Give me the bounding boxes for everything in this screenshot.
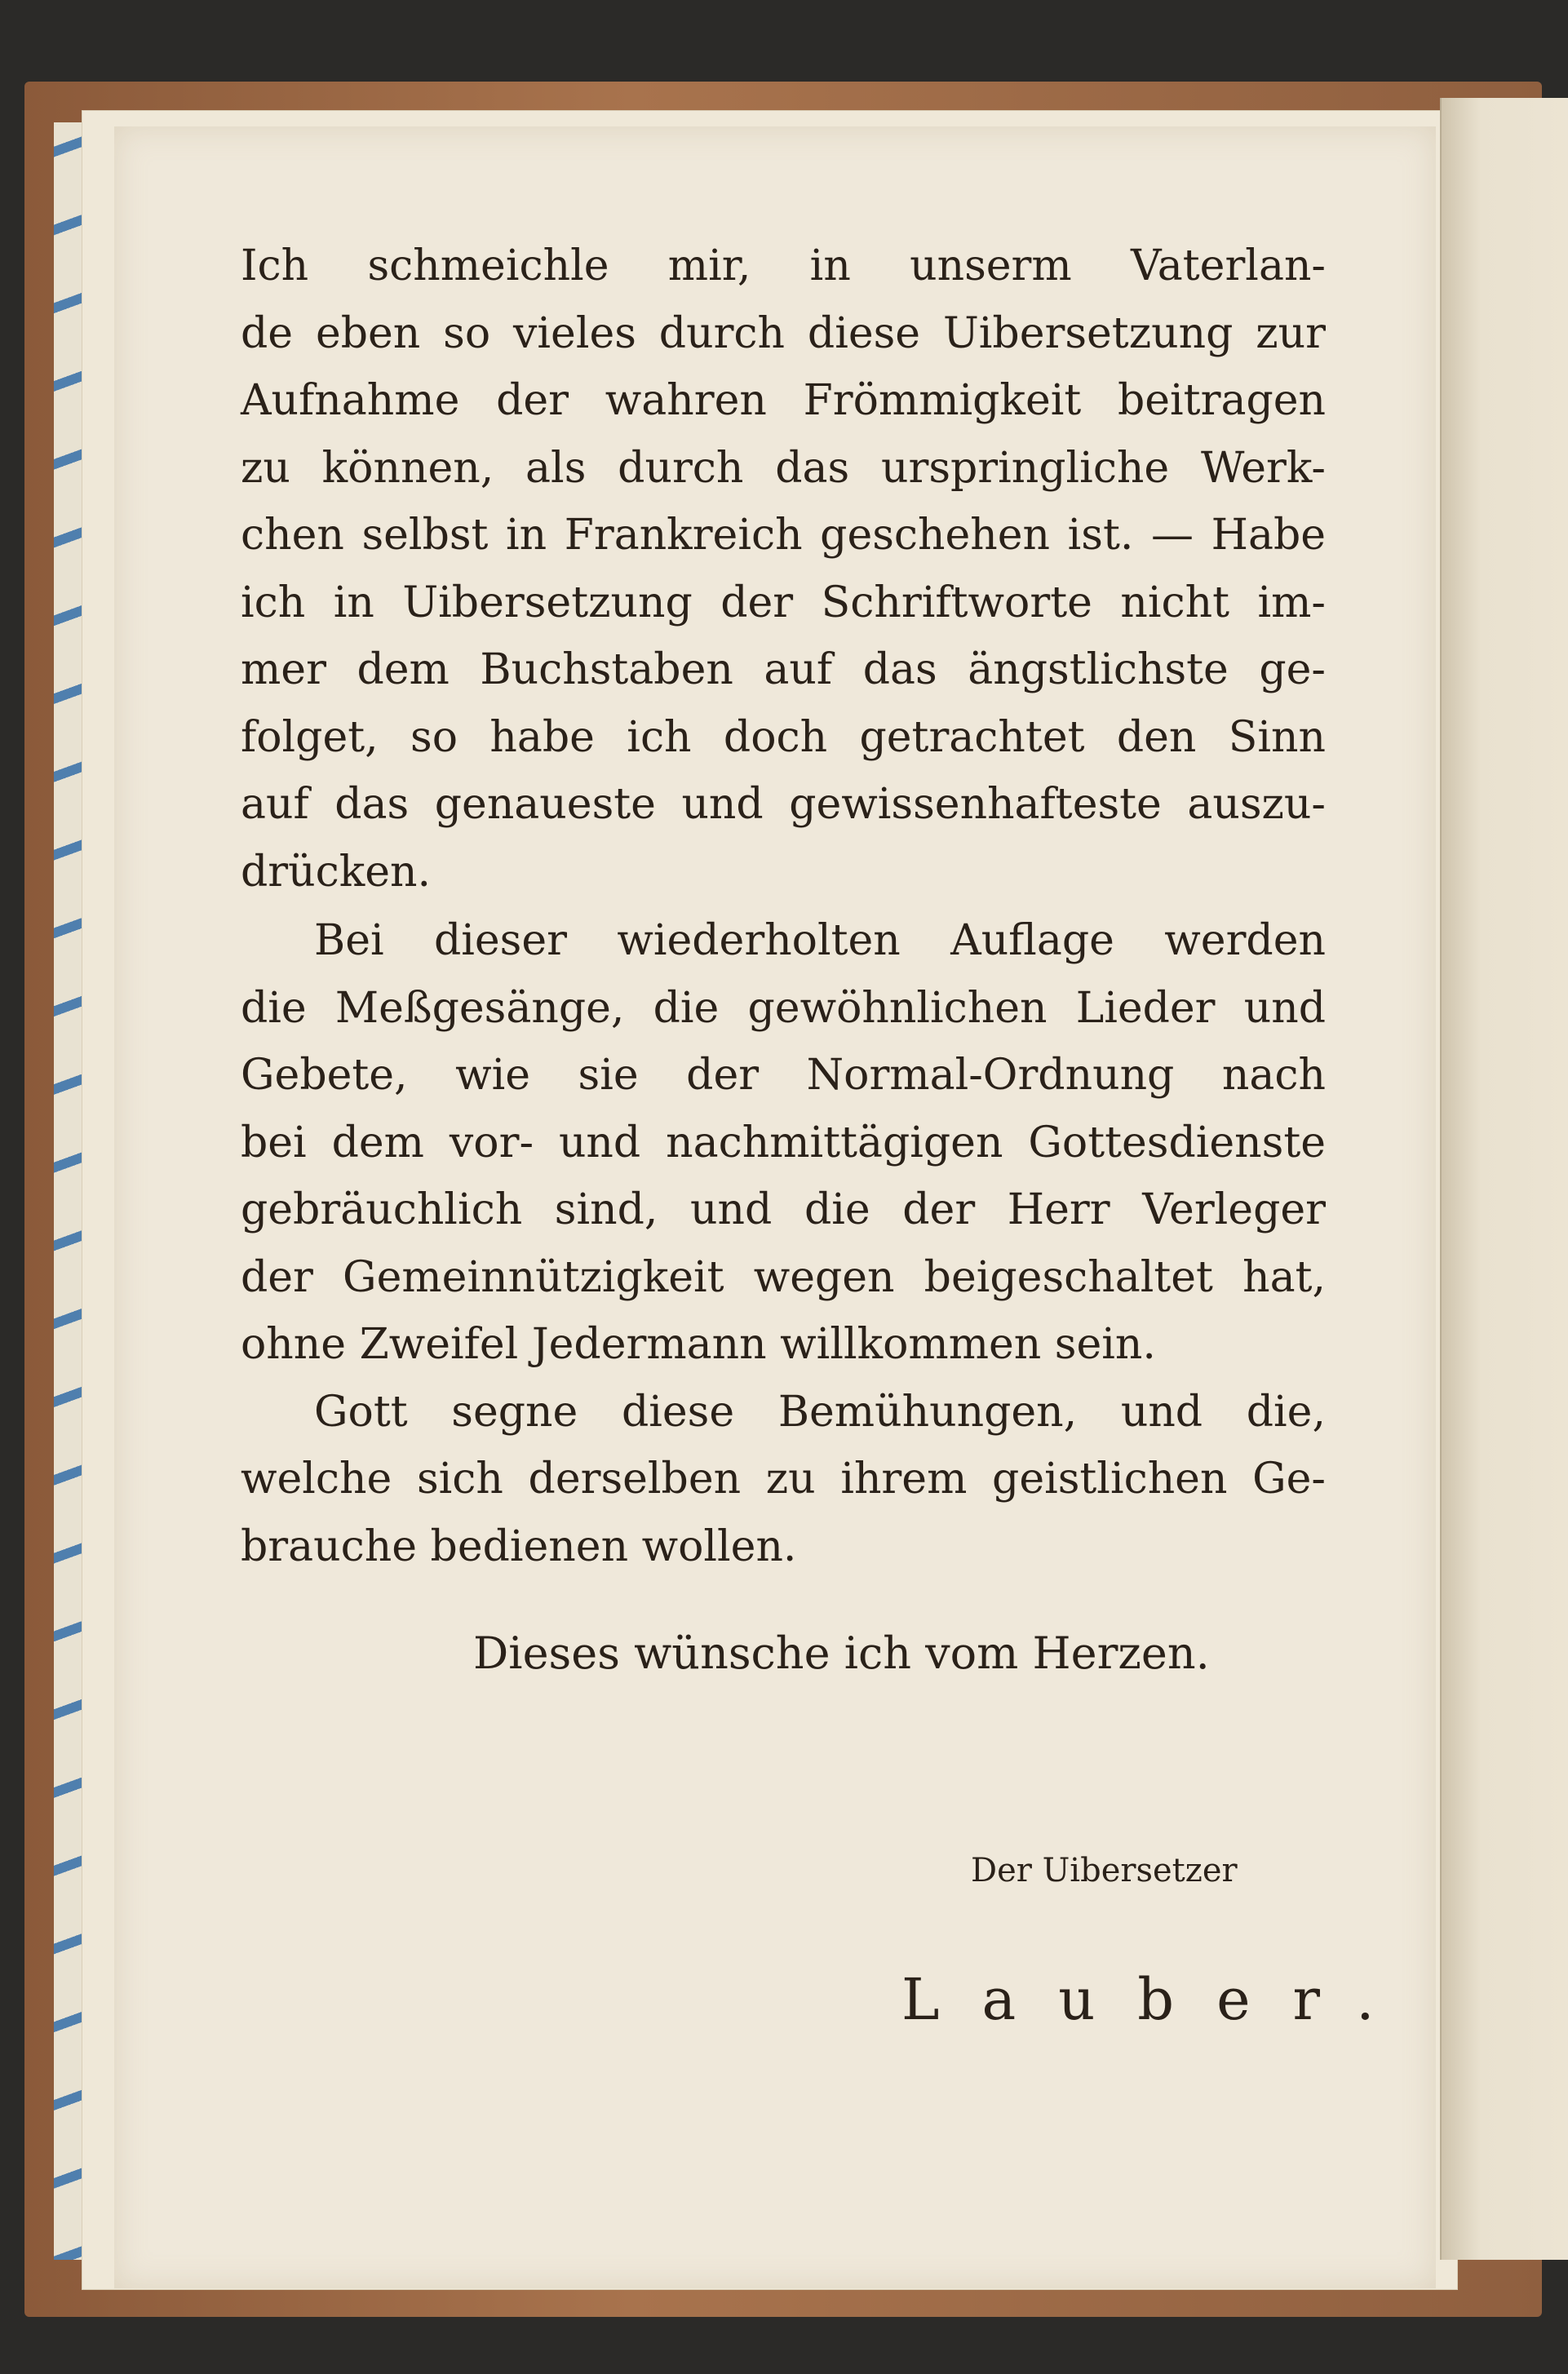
facing-page-edge	[1440, 98, 1568, 2260]
text-line: ich in Uibersetzung der Schriftworte nicht im-	[241, 578, 1326, 627]
text-line: zu können, als durch das urspringliche Werk-	[241, 443, 1326, 493]
text-line: auf das genaueste und gewissenhafteste auszu-	[241, 780, 1326, 829]
text-line: der Gemeinnützigkeit wegen beigeschaltet hat,	[241, 1252, 1326, 1302]
text-line: ohne Zweifel Jedermann willkommen sein.	[241, 1320, 1156, 1369]
text-line: Gott segne diese Bemühungen, und die,	[314, 1387, 1326, 1437]
paragraph-3	[241, 1379, 1326, 1581]
page-text	[241, 233, 1326, 1580]
text-line: brauche bedienen wollen.	[241, 1521, 797, 1571]
text-line: bei dem vor- und nachmittägigen Gottesdienste	[241, 1118, 1326, 1167]
text-line: gebräuchlich sind, und die der Herr Verleger	[241, 1185, 1326, 1234]
text-line: folget, so habe ich doch getrachtet den Sinn	[241, 712, 1326, 762]
paragraph-2	[241, 907, 1326, 1379]
text-line: drücken.	[241, 847, 432, 897]
text-line: Ich schmeichle mir, in unserm Vaterlan-	[241, 241, 1326, 290]
text-line: die Meßgesänge, die gewöhnlichen Lieder und	[241, 983, 1326, 1033]
text-line: de eben so vieles durch diese Uibersetzung zur	[241, 308, 1326, 358]
text-line: chen selbst in Frankreich geschehen ist. — Habe	[241, 511, 1326, 560]
translator-label: Der Uibersetzer	[971, 1852, 1238, 1889]
text-line: mer dem Buchstaben auf das ängstlichste ge-	[241, 645, 1326, 694]
paragraph-1	[241, 233, 1326, 906]
signature: Lauber.	[901, 1966, 1417, 2033]
text-line: Aufnahme der wahren Frömmigkeit beitragen	[241, 376, 1326, 425]
text-line: Gebete, wie sie der Normal-Ordnung nach	[241, 1051, 1326, 1100]
text-line: Bei dieser wiederholten Auflage werden	[314, 916, 1326, 965]
text-line: welche sich derselben zu ihrem geistlichen Ge-	[241, 1455, 1326, 1504]
closing-line: Dieses wünsche ich vom Herzen.	[473, 1628, 1210, 1679]
